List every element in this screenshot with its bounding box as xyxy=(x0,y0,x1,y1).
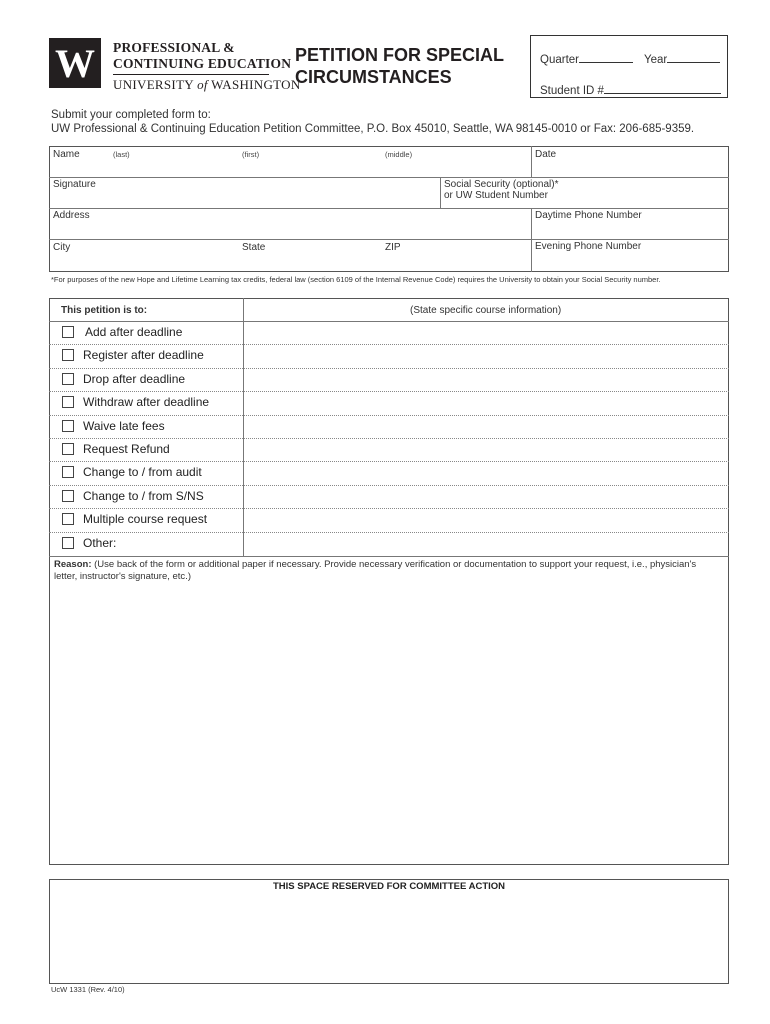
option-checkbox[interactable] xyxy=(62,443,74,455)
student-id-field[interactable]: Student ID # xyxy=(540,82,721,97)
option-label: Waive late fees xyxy=(83,418,165,433)
ssn-field[interactable]: Social Security (optional)* or UW Student Number xyxy=(444,179,559,201)
year-field[interactable]: Year xyxy=(644,51,720,66)
course-info-field[interactable] xyxy=(244,415,728,438)
course-info-field[interactable] xyxy=(244,368,728,391)
quarter-field[interactable]: Quarter xyxy=(540,51,633,66)
course-info-field[interactable] xyxy=(244,508,728,531)
logo-divider xyxy=(113,74,269,75)
option-checkbox[interactable] xyxy=(62,537,74,549)
course-info-field[interactable] xyxy=(244,321,728,344)
ssn-footnote: *For purposes of the new Hope and Lifetime Learning tax credits, federal law (section 6109 of the Internal Revenue Code) requires the University to obtain your Social Security number. xyxy=(51,275,661,284)
committee-box xyxy=(49,879,729,984)
option-label: Change to / from audit xyxy=(83,465,202,480)
name-middle-hint: (middle) xyxy=(385,150,413,159)
evening-phone-field[interactable]: Evening Phone Number xyxy=(535,241,642,252)
logo-text-line2: CONTINUING EDUCATION xyxy=(113,56,292,71)
applicant-info-table xyxy=(49,146,729,272)
row-divider xyxy=(49,208,729,209)
zip-field[interactable]: ZIP xyxy=(385,242,401,253)
form-title: PETITION FOR SPECIAL CIRCUMSTANCES xyxy=(295,45,505,87)
option-checkbox[interactable] xyxy=(62,373,74,385)
option-checkbox[interactable] xyxy=(62,466,74,478)
name-last-hint: (last) xyxy=(113,150,130,159)
option-checkbox[interactable] xyxy=(62,326,74,338)
option-label: Request Refund xyxy=(83,442,170,456)
col-divider xyxy=(531,208,532,272)
row-divider xyxy=(49,239,729,240)
course-info-field[interactable] xyxy=(244,461,728,484)
address-field[interactable]: Address xyxy=(53,210,90,221)
course-info-field[interactable] xyxy=(244,485,728,508)
col-divider xyxy=(440,177,441,208)
course-info-field[interactable] xyxy=(244,344,728,367)
option-label: Withdraw after deadline xyxy=(83,395,210,410)
option-label: Multiple course request xyxy=(83,512,208,527)
committee-title: THIS SPACE RESERVED FOR COMMITTEE ACTION xyxy=(272,881,506,892)
name-first-hint: (first) xyxy=(242,150,260,159)
row-divider xyxy=(49,177,729,178)
option-label: Change to / from S/NS xyxy=(83,488,204,503)
petition-header-right: (State specific course information) xyxy=(410,305,562,316)
signature-field[interactable]: Signature xyxy=(53,179,96,190)
city-field[interactable]: City xyxy=(53,242,71,253)
col-divider xyxy=(531,146,532,177)
option-label: Register after deadline xyxy=(83,348,204,363)
option-checkbox[interactable] xyxy=(62,513,74,525)
option-checkbox[interactable] xyxy=(62,349,74,361)
state-field[interactable]: State xyxy=(242,242,266,253)
petition-header-left: This petition is to: xyxy=(61,305,148,316)
option-checkbox[interactable] xyxy=(62,420,74,432)
form-number: UcW 1331 (Rev. 4/10) xyxy=(51,985,125,994)
course-info-field[interactable] xyxy=(244,391,728,414)
option-label: Add after deadline xyxy=(85,325,183,339)
reason-field[interactable]: Reason: (Use back of the form or additional paper if necessary. Provide necessary verification or documentation to support your request, i.e., physician's letter, instructor's signature, etc.) xyxy=(54,559,697,582)
submit-instructions: Submit your completed form to: UW Professional & Continuing Education Petition Committee, P.O. Box 45010, Seattle, WA 98145-0010 or Fax: 206-685-9359. xyxy=(51,109,695,135)
daytime-phone-field[interactable]: Daytime Phone Number xyxy=(535,210,642,221)
option-checkbox[interactable] xyxy=(62,490,74,502)
course-info-field[interactable] xyxy=(244,532,728,555)
option-label: Other: xyxy=(83,535,117,550)
date-field[interactable]: Date xyxy=(535,149,557,160)
name-field[interactable]: Name xyxy=(53,149,80,160)
option-label: Drop after deadline xyxy=(83,371,186,386)
uw-logo-mark: W xyxy=(49,38,101,88)
option-checkbox[interactable] xyxy=(62,396,74,408)
logo-text-line1: PROFESSIONAL & xyxy=(113,40,235,55)
logo-text-line3: UNIVERSITY of WASHINGTON xyxy=(113,77,301,92)
course-info-field[interactable] xyxy=(244,438,728,461)
row-divider xyxy=(49,556,729,557)
